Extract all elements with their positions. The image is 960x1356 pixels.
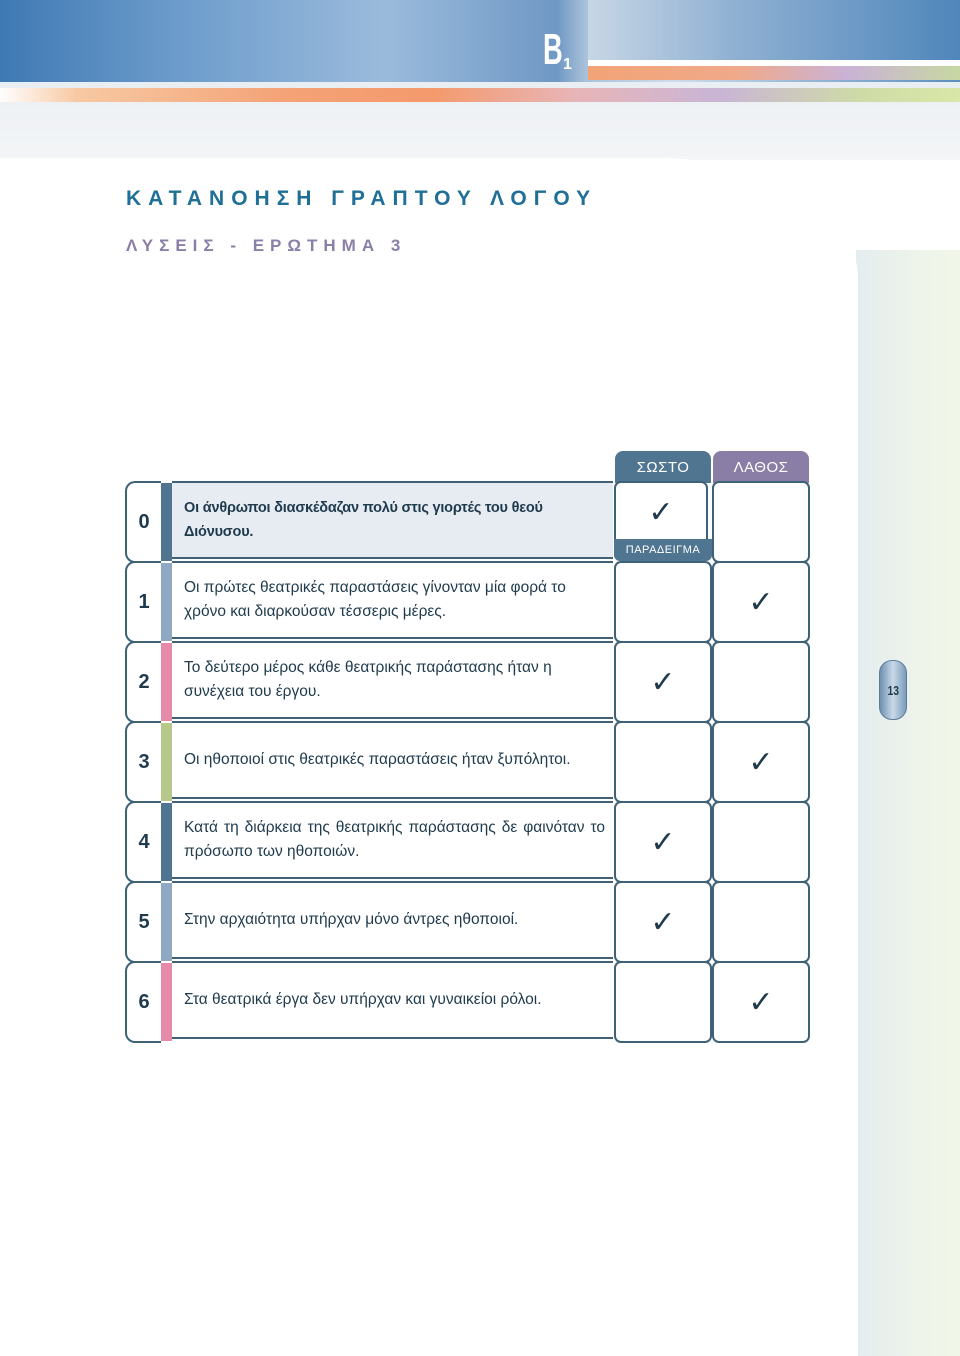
row-accent (161, 963, 172, 1041)
row-accent (161, 723, 172, 801)
row-statement: Στα θεατρικά έργα δεν υπήρχαν και γυναικείοι ρόλοι. (172, 961, 613, 1039)
row-accent (161, 643, 172, 721)
header-color-stripe (0, 88, 960, 102)
check-mark-icon: ✓ (648, 496, 674, 529)
row-number: 3 (125, 721, 161, 803)
row-statement: Στην αρχαιότητα υπήρχαν μόνο άντρες ηθοποιοί. (172, 881, 613, 959)
header-right-color-stripe (588, 66, 960, 80)
page-subtitle: ΛΥΣΕΙΣ - ΕΡΩΤΗΜΑ 3 (126, 236, 407, 255)
row-statement: Οι άνθρωποι διασκέδαζαν πολύ στις γιορτές του θεού Διόνυσου. (172, 481, 613, 559)
correct-answer-box[interactable] (614, 961, 712, 1043)
page-edge-decoration (856, 250, 960, 1356)
wrong-answer-box[interactable] (712, 561, 810, 643)
example-tag: ΠΑΡΑΔΕΙΓΜΑ (614, 539, 712, 561)
check-mark-icon: ✓ (650, 665, 676, 699)
table-row (125, 641, 811, 721)
correct-answer-box[interactable] (614, 721, 712, 803)
row-statement: Οι πρώτες θεατρικές παραστάσεις γίνονταν μία φορά το χρόνο και διαρκούσαν τέσσερις μέρες. (172, 561, 613, 639)
check-mark-icon: ✓ (748, 585, 774, 619)
wrong-answer-box[interactable] (712, 481, 810, 563)
row-statement: Το δεύτερο μέρος κάθε θεατρικής παράστασης ήταν η συνέχεια του έργου. (172, 641, 613, 719)
correct-answer-box[interactable] (614, 561, 712, 643)
page-title: ΚΑΤΑΝΟΗΣΗ ΓΡΑΠΤΟΥ ΛΟΓΟΥ (126, 187, 598, 210)
row-statement: Κατά τη διάρκεια της θεατρικής παράστασης δε φαινόταν το πρόσωπο των ηθοποιών. (172, 801, 613, 879)
table-row (125, 721, 811, 801)
row-accent (161, 483, 172, 561)
check-mark-icon: ✓ (650, 905, 676, 939)
column-header-correct: ΣΩΣΤΟ (615, 451, 711, 483)
check-mark-icon: ✓ (748, 745, 774, 779)
wrong-answer-box[interactable] (712, 721, 810, 803)
header-band-right (588, 0, 960, 60)
row-number: 5 (125, 881, 161, 963)
wrong-answer-box[interactable] (712, 641, 810, 723)
row-accent (161, 883, 172, 961)
page-number: 13 (887, 682, 899, 698)
correct-answer-box[interactable] (614, 801, 712, 883)
table-row (125, 801, 811, 881)
row-accent (161, 803, 172, 881)
page-number-tab (879, 660, 907, 720)
check-mark-icon: ✓ (748, 985, 774, 1019)
wrong-answer-box[interactable] (712, 961, 810, 1043)
row-number: 4 (125, 801, 161, 883)
check-mark-icon: ✓ (650, 825, 676, 859)
row-number: 0 (125, 481, 161, 563)
column-header-wrong: ΛΑΘΟΣ (713, 451, 809, 483)
header-fade (0, 102, 960, 160)
chapter-sub-label: 1 (563, 56, 572, 73)
row-number: 1 (125, 561, 161, 643)
table-row (125, 561, 811, 641)
row-number: 6 (125, 961, 161, 1043)
table-row (125, 481, 811, 561)
correct-answer-box[interactable] (614, 641, 712, 723)
row-number: 2 (125, 641, 161, 723)
chapter-label: B (543, 25, 564, 74)
row-statement: Οι ηθοποιοί στις θεατρικές παραστάσεις ήταν ξυπόλητοι. (172, 721, 613, 799)
wrong-answer-box[interactable] (712, 801, 810, 883)
wrong-answer-box[interactable] (712, 881, 810, 963)
correct-answer-box[interactable] (614, 881, 712, 963)
table-row (125, 961, 811, 1041)
table-row (125, 881, 811, 961)
row-accent (161, 563, 172, 641)
